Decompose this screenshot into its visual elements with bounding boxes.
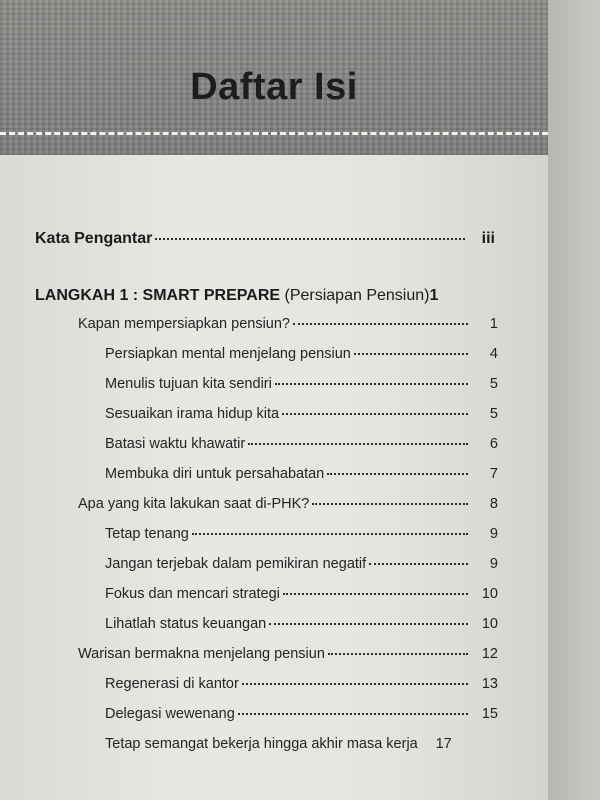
dot-leader xyxy=(238,713,468,715)
dot-leader xyxy=(192,533,468,535)
entry-page: 13 xyxy=(481,676,498,692)
dot-leader xyxy=(248,443,468,445)
dot-leader xyxy=(283,593,468,595)
dot-leader xyxy=(312,503,468,505)
toc-preface xyxy=(35,230,495,256)
entry-label: Batasi waktu khawatir xyxy=(105,436,246,452)
toc-entry xyxy=(105,736,498,760)
entry-label: Tetap tenang xyxy=(105,526,189,542)
entry-page: 12 xyxy=(481,646,498,662)
entry-label: Regenerasi di kantor xyxy=(105,676,239,692)
preface-label: Kata Pengantar xyxy=(35,230,153,247)
entry-page: 17 xyxy=(435,736,452,752)
page-title: Daftar Isi xyxy=(190,66,358,108)
entry-label: Kapan mempersiapkan pensiun? xyxy=(78,316,290,332)
toc-entry xyxy=(105,406,498,430)
toc-entry xyxy=(105,556,498,580)
entry-label: Jangan terjebak dalam pemikiran negatif xyxy=(105,556,367,572)
toc-entry xyxy=(105,376,498,400)
toc-entry xyxy=(78,496,498,520)
toc-entry xyxy=(105,346,498,370)
dot-leader xyxy=(354,353,468,355)
preface-page: iii xyxy=(481,230,495,247)
entry-label: Persiapkan mental menjelang pensiun xyxy=(105,346,351,362)
entry-page: 4 xyxy=(489,346,498,362)
dot-leader xyxy=(328,653,468,655)
toc-entry xyxy=(105,676,498,700)
dot-leader xyxy=(269,623,468,625)
entry-label: Delegasi wewenang xyxy=(105,706,235,722)
entry-page: 7 xyxy=(489,466,498,482)
dot-leader xyxy=(155,238,465,240)
entry-page: 5 xyxy=(489,376,498,392)
toc-entry xyxy=(78,646,498,670)
toc-entry xyxy=(78,316,498,340)
chapter-suffix: (Persiapan Pensiun) xyxy=(284,287,430,304)
dot-leader xyxy=(282,413,468,415)
entry-page: 10 xyxy=(481,586,498,602)
entry-label: Sesuaikan irama hidup kita xyxy=(105,406,280,422)
entry-page: 1 xyxy=(489,316,498,332)
title-banner xyxy=(0,0,548,155)
toc-entry xyxy=(105,526,498,550)
dot-leader xyxy=(293,323,468,325)
dot-leader xyxy=(327,473,468,475)
dot-leader xyxy=(369,563,468,565)
entry-page: 6 xyxy=(489,436,498,452)
entry-page: 15 xyxy=(481,706,498,722)
dashed-divider xyxy=(0,132,548,135)
entry-page: 8 xyxy=(489,496,498,512)
entry-label: Tetap semangat bekerja hingga akhir masa kerja xyxy=(105,736,418,752)
toc-entry xyxy=(105,436,498,460)
dot-leader xyxy=(242,683,468,685)
entry-page: 5 xyxy=(489,406,498,422)
chapter-prefix: LANGKAH 1 : SMART PREPARE xyxy=(35,287,281,304)
entry-page: 9 xyxy=(489,556,498,572)
entry-label: Apa yang kita lakukan saat di-PHK? xyxy=(78,496,310,512)
entry-label: Lihatlah status keuangan xyxy=(105,616,267,632)
dot-leader xyxy=(275,383,468,385)
entry-label: Menulis tujuan kita sendiri xyxy=(105,376,272,392)
entry-label: Membuka diri untuk persahabatan xyxy=(105,466,325,482)
entry-label: Fokus dan mencari strategi xyxy=(105,586,280,602)
entry-page: 9 xyxy=(489,526,498,542)
toc-chapter xyxy=(35,287,505,305)
entry-page: 10 xyxy=(481,616,498,632)
toc-entry xyxy=(105,466,498,490)
chapter-page: 1 xyxy=(429,287,439,304)
toc-entry xyxy=(105,586,498,610)
entry-label: Warisan bermakna menjelang pensiun xyxy=(78,646,325,662)
toc-entry xyxy=(105,616,498,640)
adjacent-page-edge xyxy=(548,0,600,800)
toc-entry xyxy=(105,706,498,730)
